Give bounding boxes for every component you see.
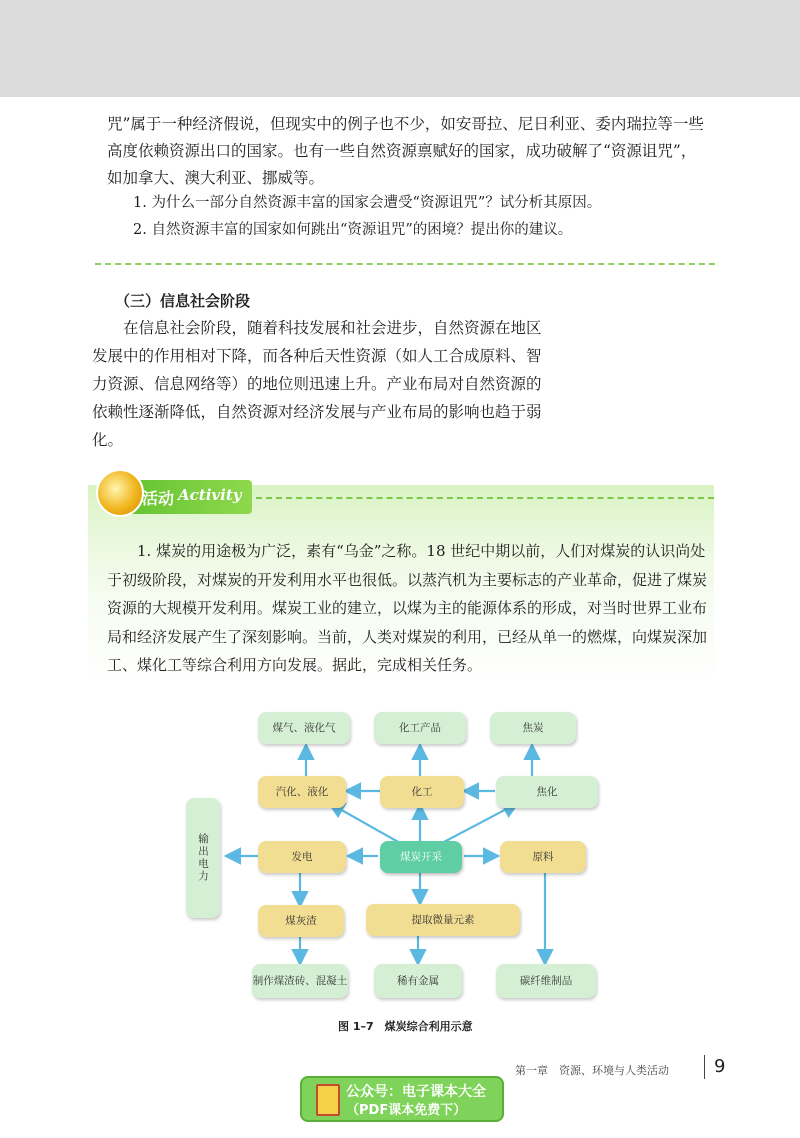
activity-label-en: Activity xyxy=(178,486,242,504)
activity-body: 1. 煤炭的用途极为广泛，素有“乌金”之称。18 世纪中期以前，人们对煤炭的认识尚处于初级阶段，对煤炭的开发利用水平也很低。以蒸汽机为主要标志的产业革命，促进了煤炭资源的大规模开发利用。煤炭工业的建立，以煤为主的能源体系的形成，对当时世界工业布局和经济发展产生了深刻影响。当前，人类对煤炭的利用，已经从单一的燃煤，向煤炭深加工、煤化工等综合利用方向发展。据此，完成相关任务。 xyxy=(107,542,708,674)
node-raw-material: 原料 xyxy=(500,841,586,873)
activity-icon xyxy=(96,469,144,517)
footer-chapter: 第一章 资源、环境与人类活动 xyxy=(515,1064,669,1077)
node-power-output: 输出电力 xyxy=(186,798,220,918)
arrow-mining-to-coking xyxy=(442,804,516,843)
passage-continuation: 咒”属于一种经济假说，但现实中的例子也不少，如安哥拉、尼日利亚、委内瑞拉等一些高度依赖资源出口的国家。也有一些自然资源禀赋好的国家，成功破解了“资源诅咒”，如加拿大、澳大利亚、挪威等。 xyxy=(107,115,704,187)
node-coal-ash: 煤灰渣 xyxy=(258,905,344,937)
arrow-mining-to-gasify xyxy=(331,804,400,843)
node-bricks-concrete: 制作煤渣砖、混凝土 xyxy=(252,964,348,998)
footer-divider xyxy=(704,1055,705,1079)
activity-divider xyxy=(256,497,714,499)
question-2: 2. 自然资源丰富的国家如何跳出“资源诅咒”的困境？提出你的建议。 xyxy=(133,222,573,238)
watermark-badge xyxy=(300,1076,504,1122)
page-number: 9 xyxy=(714,1056,726,1077)
question-1: 1. 为什么一部分自然资源丰富的国家会遭受“资源诅咒”？试分析其原因。 xyxy=(133,195,602,211)
section-heading: （三）信息社会阶段 xyxy=(115,292,251,310)
node-trace-elements: 提取微量元素 xyxy=(366,904,520,936)
node-rare-metals: 稀有金属 xyxy=(374,964,462,998)
watermark-line2: （PDF课本免费下） xyxy=(346,1103,467,1118)
book-icon xyxy=(316,1084,340,1116)
figure-caption: 图 1–7 煤炭综合利用示意 xyxy=(338,1020,473,1033)
node-coking: 焦化 xyxy=(496,776,598,808)
node-coke: 焦炭 xyxy=(490,712,576,744)
section-body: 在信息社会阶段，随着科技发展和社会进步，自然资源在地区发展中的作用相对下降，而各种后天性资源（如人工合成原料、智力资源、信息网络等）的地位则迅速上升。产业布局对自然资源的依赖性逐渐降低，自然资源对经济发展与产业布局的影响也趋于弱化。 xyxy=(92,319,542,449)
node-coal-mining: 煤炭开采 xyxy=(380,841,462,873)
node-carbon-fiber: 碳纤维制品 xyxy=(496,964,596,998)
node-power-gen: 发电 xyxy=(258,841,346,873)
section-divider xyxy=(95,263,715,265)
watermark-line1: 公众号：电子课本大全 xyxy=(346,1084,486,1100)
node-chem-industry: 化工 xyxy=(380,776,464,808)
activity-label-cn: 活动 xyxy=(142,489,175,508)
top-gray-band xyxy=(0,0,800,97)
node-gas-liquid: 煤气、液化气 xyxy=(258,712,350,744)
coal-utilization-diagram xyxy=(186,700,606,1020)
node-chem-products: 化工产品 xyxy=(374,712,466,744)
node-gasify-liquefy: 汽化、液化 xyxy=(258,776,346,808)
